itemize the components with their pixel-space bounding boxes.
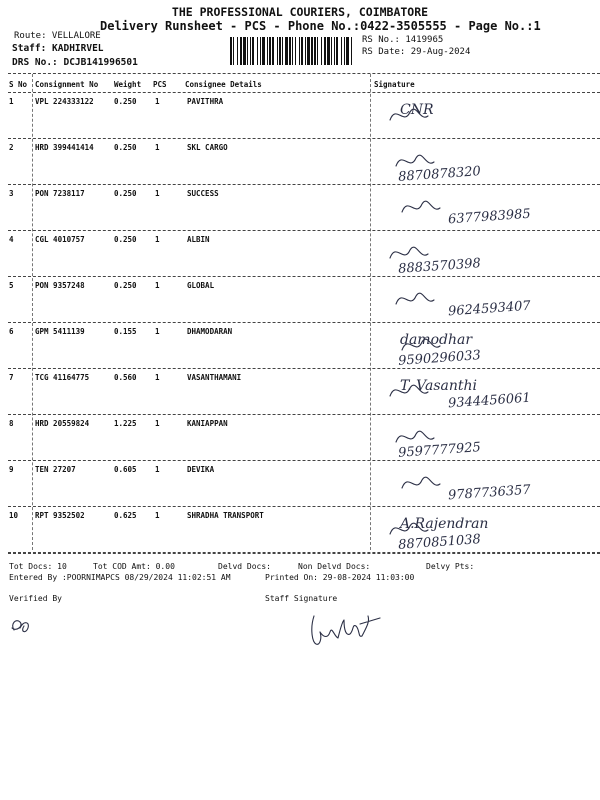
signature-stroke bbox=[396, 293, 434, 304]
row-consignee: PAVITHRA bbox=[187, 97, 224, 106]
row-consignee: GLOBAL bbox=[187, 281, 215, 290]
barcode-bar bbox=[346, 37, 349, 65]
row-weight: 0.250 bbox=[114, 143, 137, 152]
row-consignment-no: PON 7238117 bbox=[35, 189, 85, 198]
col-header-consignee: Consignee Details bbox=[185, 80, 262, 89]
row-consignment-no: CGL 4010757 bbox=[35, 235, 85, 244]
signature-phone-text: 9787736357 bbox=[447, 482, 532, 504]
row-consignee: ALBIN bbox=[187, 235, 210, 244]
column-divider bbox=[370, 74, 371, 550]
row-signature bbox=[378, 142, 588, 185]
barcode-bar bbox=[295, 37, 296, 65]
signature-phone-text: 8870851038 bbox=[397, 532, 482, 553]
signature-phone-text: 9624593407 bbox=[447, 298, 532, 320]
barcode-bar bbox=[331, 37, 332, 65]
row-consignee: DEVIKA bbox=[187, 465, 215, 474]
entered-by: Entered By :POORNIMAPCS 08/29/2024 11:02:51 AM bbox=[9, 573, 231, 582]
row-pcs: 1 bbox=[155, 327, 160, 336]
barcode-bar bbox=[299, 37, 300, 65]
signature-stroke bbox=[396, 155, 434, 166]
barcode-image bbox=[230, 37, 352, 65]
row-separator bbox=[8, 322, 600, 323]
row-signature bbox=[378, 234, 588, 277]
barcode-bar bbox=[267, 37, 268, 65]
signature-phone-text: 6377983985 bbox=[447, 206, 532, 228]
row-sno: 6 bbox=[9, 327, 14, 336]
row-sno: 10 bbox=[9, 511, 19, 520]
barcode-bar bbox=[292, 37, 293, 65]
row-sno: 1 bbox=[9, 97, 14, 106]
row-pcs: 1 bbox=[155, 373, 160, 382]
signature-phone-text: 9344456061 bbox=[447, 390, 532, 412]
row-pcs: 1 bbox=[155, 97, 160, 106]
row-consignment-no: HRD 20559824 bbox=[35, 419, 90, 428]
barcode-bar bbox=[324, 37, 326, 65]
row-consignee: DHAMODARAN bbox=[187, 327, 233, 336]
row-signature bbox=[378, 96, 588, 136]
row-signature bbox=[378, 188, 588, 228]
col-header-weight: Weight bbox=[114, 80, 142, 89]
row-weight: 0.250 bbox=[114, 97, 137, 106]
row-consignment-no: GPM 5411139 bbox=[35, 327, 85, 336]
signature-name-text: T. Vasanthi bbox=[400, 378, 478, 394]
row-sno: 3 bbox=[9, 189, 14, 198]
col-header-sno: S No bbox=[9, 80, 28, 89]
row-signature bbox=[378, 418, 588, 461]
row-pcs: 1 bbox=[155, 511, 160, 520]
row-separator bbox=[8, 138, 600, 139]
rs-number: RS No.: 1419965 bbox=[362, 35, 444, 45]
row-pcs: 1 bbox=[155, 235, 160, 244]
signature-name-text: damodhar bbox=[400, 332, 473, 348]
row-signature bbox=[378, 510, 588, 553]
signature-stroke bbox=[402, 477, 440, 488]
barcode-bar bbox=[257, 37, 258, 65]
barcode-bar bbox=[336, 37, 338, 65]
barcode-bar bbox=[250, 37, 251, 65]
row-weight: 0.605 bbox=[114, 465, 137, 474]
runsheet-subtitle: Delivery Runsheet - PCS - Phone No.:0422-3505555 - Page No.:1 bbox=[100, 19, 541, 33]
row-pcs: 1 bbox=[155, 143, 160, 152]
barcode-bar bbox=[279, 37, 281, 65]
non-delivered-docs: Non Delvd Docs: bbox=[298, 562, 371, 571]
barcode-bar bbox=[289, 37, 291, 65]
barcode-bar bbox=[285, 37, 288, 65]
signature-phone-text: 9590296033 bbox=[397, 348, 482, 369]
row-signature bbox=[378, 280, 588, 320]
signature-name-text: A.Rajendran bbox=[400, 516, 489, 532]
row-consignment-no: RPT 9352502 bbox=[35, 511, 85, 520]
row-signature bbox=[378, 372, 588, 412]
row-sno: 4 bbox=[9, 235, 14, 244]
barcode-bar bbox=[305, 37, 306, 65]
row-separator bbox=[8, 460, 600, 461]
signature-phone-text: 8883570398 bbox=[397, 256, 482, 277]
barcode-bar bbox=[311, 37, 313, 65]
barcode-bar bbox=[262, 37, 265, 65]
header-top-rule bbox=[8, 73, 600, 74]
header-bottom-rule bbox=[8, 92, 600, 93]
verified-by-label: Verified By bbox=[9, 594, 62, 603]
row-consignee: SUCCESS bbox=[187, 189, 219, 198]
row-consignee: SKL CARGO bbox=[187, 143, 228, 152]
staff-signature-mark bbox=[300, 608, 390, 650]
barcode-bar bbox=[240, 37, 242, 65]
row-weight: 0.560 bbox=[114, 373, 137, 382]
delivered-docs: Delvd Docs: bbox=[218, 562, 271, 571]
barcode-bar bbox=[277, 37, 278, 65]
delivery-points: Delvy Pts: bbox=[426, 562, 475, 571]
row-consignment-no: TEN 27207 bbox=[35, 465, 76, 474]
barcode-bar bbox=[334, 37, 335, 65]
barcode-bar bbox=[237, 37, 238, 65]
barcode-bar bbox=[282, 37, 283, 65]
row-weight: 0.250 bbox=[114, 189, 137, 198]
row-consignment-no: PON 9357248 bbox=[35, 281, 85, 290]
row-sno: 7 bbox=[9, 373, 14, 382]
signature-stroke bbox=[396, 431, 434, 442]
barcode-bar bbox=[247, 37, 248, 65]
row-consignment-no: TCG 41164775 bbox=[35, 373, 90, 382]
signature-phone-text: 8870878320 bbox=[397, 164, 482, 185]
row-separator bbox=[8, 506, 600, 507]
row-weight: 0.250 bbox=[114, 281, 137, 290]
barcode-bar bbox=[327, 37, 330, 65]
column-divider bbox=[32, 74, 33, 550]
row-pcs: 1 bbox=[155, 189, 160, 198]
row-separator bbox=[8, 230, 600, 231]
tot-cod-amt: Tot COD Amt: 0.00 bbox=[93, 562, 175, 571]
barcode-bar bbox=[301, 37, 303, 65]
barcode-bar bbox=[260, 37, 261, 65]
row-weight: 0.250 bbox=[114, 235, 137, 244]
signature-stroke bbox=[390, 247, 428, 258]
row-separator bbox=[8, 368, 600, 369]
row-sno: 8 bbox=[9, 419, 14, 428]
row-consignee: KANIAPPAN bbox=[187, 419, 228, 428]
barcode-bar bbox=[230, 37, 232, 65]
rs-date: RS Date: 29-Aug-2024 bbox=[362, 47, 471, 57]
route-label: Route: VELLALORE bbox=[14, 31, 101, 41]
row-sno: 9 bbox=[9, 465, 14, 474]
barcode-bar bbox=[252, 37, 254, 65]
row-signature bbox=[378, 464, 588, 504]
staff-label: Staff: KADHIRVEL bbox=[12, 43, 104, 54]
signature-name-text: CNR bbox=[400, 102, 434, 118]
barcode-bar bbox=[269, 37, 271, 65]
row-separator bbox=[8, 184, 600, 185]
tot-docs: Tot Docs: 10 bbox=[9, 562, 67, 571]
drs-number: DRS No.: DCJB141996501 bbox=[12, 57, 138, 68]
barcode-bar bbox=[233, 37, 234, 65]
company-title: THE PROFESSIONAL COURIERS, COIMBATORE bbox=[171, 5, 429, 19]
barcode-bar bbox=[307, 37, 310, 65]
verified-initials-signature bbox=[6, 610, 46, 640]
signature-phone-text: 9597777925 bbox=[397, 440, 482, 461]
row-pcs: 1 bbox=[155, 419, 160, 428]
barcode-bar bbox=[243, 37, 246, 65]
barcode-bar bbox=[314, 37, 316, 65]
row-weight: 0.625 bbox=[114, 511, 137, 520]
barcode-bar bbox=[344, 37, 345, 65]
col-header-signature: Signature bbox=[374, 80, 415, 89]
row-consignee: VASANTHAMANI bbox=[187, 373, 242, 382]
barcode-bar bbox=[272, 37, 274, 65]
row-sno: 5 bbox=[9, 281, 14, 290]
row-sno: 2 bbox=[9, 143, 14, 152]
row-consignment-no: HRD 399441414 bbox=[35, 143, 94, 152]
row-separator bbox=[8, 276, 600, 277]
row-consignee: SHRADHA TRANSPORT bbox=[187, 511, 264, 520]
barcode-bar bbox=[341, 37, 342, 65]
printed-on: Printed On: 29-08-2024 11:03:00 bbox=[265, 573, 415, 582]
signature-stroke bbox=[402, 201, 440, 212]
row-weight: 1.225 bbox=[114, 419, 137, 428]
row-consignment-no: VPL 224333122 bbox=[35, 97, 94, 106]
row-pcs: 1 bbox=[155, 465, 160, 474]
footer-rule bbox=[8, 553, 600, 554]
row-signature bbox=[378, 326, 588, 369]
staff-signature-label: Staff Signature bbox=[265, 594, 338, 603]
barcode-bar bbox=[321, 37, 322, 65]
row-weight: 0.155 bbox=[114, 327, 137, 336]
barcode-bar bbox=[317, 37, 318, 65]
row-separator bbox=[8, 414, 600, 415]
col-header-consignment: Consignment No bbox=[35, 80, 99, 89]
barcode-bar bbox=[351, 37, 352, 65]
row-pcs: 1 bbox=[155, 281, 160, 290]
col-header-pcs: PCS bbox=[153, 80, 167, 89]
